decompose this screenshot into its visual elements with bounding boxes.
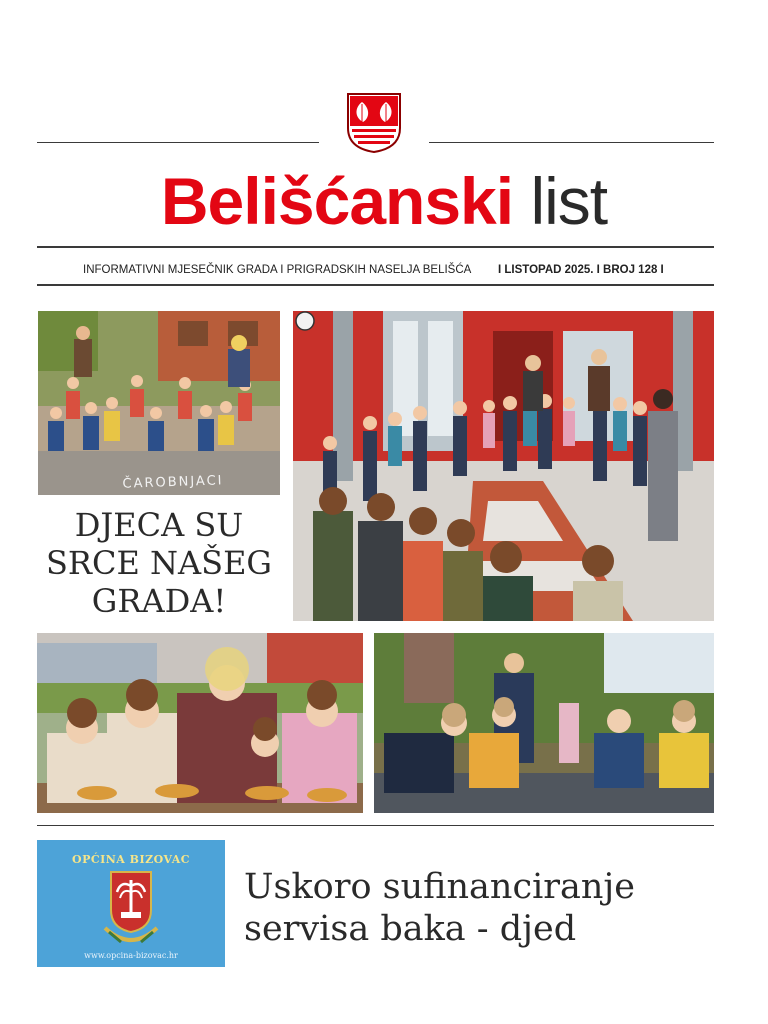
bizovac-logo-card [37,840,225,967]
bizovac-logo-title: OPĆINA BIZOVAC [71,853,190,866]
photo-kids-group [38,311,280,495]
photo-kids-crafts [37,633,363,813]
masthead-title-light: list [513,164,608,238]
masthead-rule-left [37,142,319,143]
photo-kids-lobby [293,311,714,621]
section-divider [37,825,714,826]
masthead-title-bold: Belišćanski [160,164,514,238]
masthead-subline [38,260,714,280]
lead-headline: DJECA SU SRCE NAŠEG GRADA! [46,506,272,620]
second-headline[interactable]: Uskoro sufinanciranje servisa baka - djed [244,867,635,949]
issue-info: I LISTOPAD 2025. I BROJ 128 I [498,264,664,276]
chalk-sign-text: ČAROBNJACI [122,473,224,492]
masthead-rule-right [429,142,714,143]
coat-of-arms-icon [346,92,402,154]
masthead-rule-bottom [37,284,714,286]
photo-kids-chalk [374,633,714,813]
bizovac-logo-url: www.opcina-bizovac.hr [84,951,178,960]
bizovac-coat-of-arms-icon [101,870,161,952]
masthead-rule-top [37,246,714,248]
masthead-tagline: INFORMATIVNI MJESEČNIK GRADA I PRIGRADSKIH NASELJA BELIŠĆA [83,264,472,276]
masthead-title [0,162,768,240]
